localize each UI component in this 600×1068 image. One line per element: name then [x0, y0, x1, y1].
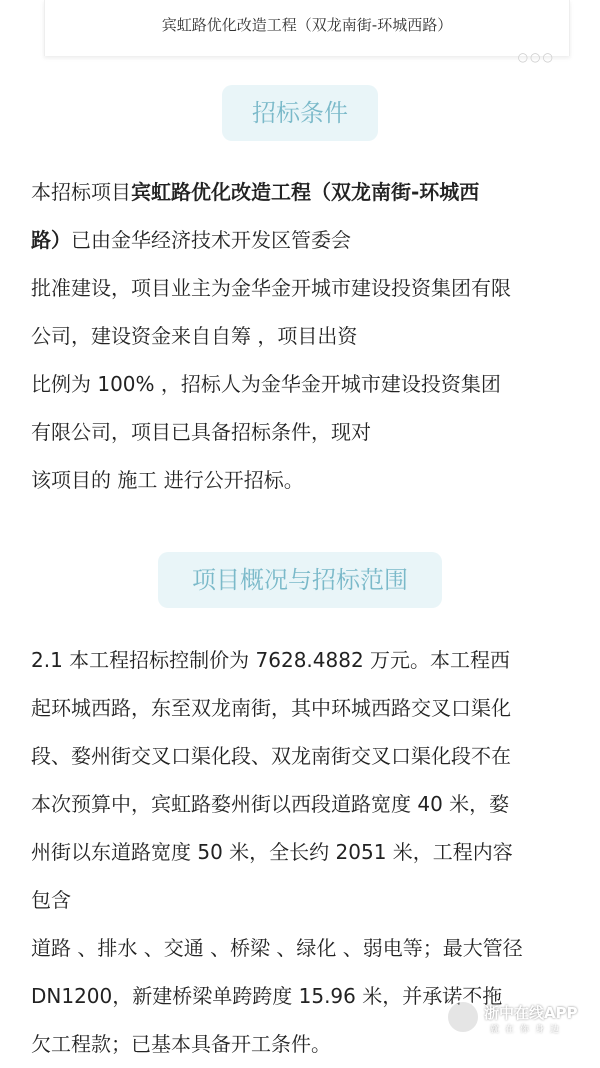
app-logo-icon [446, 1000, 480, 1034]
section-title-project-overview: 项目概况与招标范围 [158, 552, 442, 608]
paragraph-line: 2.1 本工程招标控制价为 7628.4882 万元。本工程西 [31, 648, 511, 672]
paragraph-line: 包含 [31, 888, 71, 912]
paragraph-line: 本次预算中，宾虹路婺州街以西段道路宽度 40 米，婺 [31, 792, 510, 816]
app-watermark [446, 996, 592, 1038]
paragraph-line: 有限公司，项目已具备招标条件，现对 [31, 420, 371, 444]
watermark-slogan: 就在你身边 [490, 1025, 566, 1035]
paragraph-line: 公司，建设资金来自自筹 ，项目出资 [31, 324, 358, 348]
bidding-conditions-paragraph [31, 168, 576, 504]
section-title-bidding-conditions: 招标条件 [222, 85, 378, 141]
paragraph-line: DN1200，新建桥梁单跨跨度 15.96 米，并承诺不拖 [31, 984, 503, 1008]
paragraph-line: 段、婺州街交叉口渠化段、双龙南街交叉口渠化段不在 [31, 744, 511, 768]
header-card [44, 0, 570, 64]
paragraph-line: 该项目的 施工 进行公开招标。 [31, 468, 304, 492]
paragraph-line: 道路 、排水 、交通 、桥梁 、绿化 、弱电等；最大管径 [31, 936, 523, 960]
text-span: 本招标项目 [31, 180, 131, 204]
paragraph-line: 欠工程款；已基本具备开工条件。 [31, 1032, 331, 1056]
watermark-name: 浙中在线APP [484, 1004, 578, 1022]
paragraph-line [31, 216, 576, 264]
more-dots-icon: ○○○ [517, 50, 555, 64]
paragraph-line: 州街以东道路宽度 50 米，全长约 2051 米，工程内容 [31, 840, 513, 864]
paragraph-line: 比例为 100% ，招标人为金华金开城市建设投资集团 [31, 372, 501, 396]
paragraph-line: 起环城西路，东至双龙南街，其中环城西路交叉口渠化 [31, 696, 511, 720]
project-name-bold: 路） [31, 228, 71, 252]
paragraph-line: 批准建设，项目业主为金华金开城市建设投资集团有限 [31, 276, 511, 300]
project-name-bold: 宾虹路优化改造工程（双龙南街-环城西 [131, 180, 480, 204]
page-title: 宾虹路优化改造工程（双龙南街-环城西路） [161, 16, 453, 34]
paragraph-line [31, 168, 576, 216]
text-span: 已由金华经济技术开发区管委会 [71, 228, 351, 252]
